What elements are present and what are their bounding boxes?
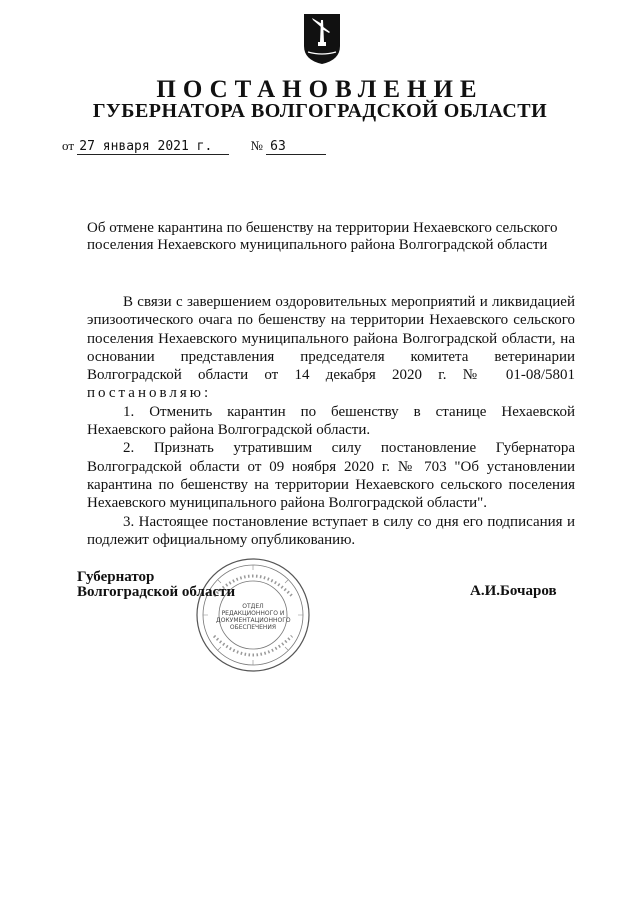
body-intro-text: В связи с завершением оздоровительных мероприятий и ликвидацией эпизоотического очага по бешенству на территории Нехаевского сельского поселения Нехаевского муниципального района Волгоградской области, на основании представления председателя комитета ветеринарии Волгоградской области от 14 декабря 2020 г. № 01-08/5801 bbox=[87, 294, 575, 384]
stamp-center-text bbox=[216, 603, 290, 631]
document-date: 27 января 2021 г. bbox=[77, 139, 229, 155]
body-item-3: 3. Настоящее постановление вступает в силу со дня его подписания и подлежит официальному опубликованию. bbox=[87, 513, 575, 548]
stamp-line: РЕДАКЦИОННОГО И bbox=[221, 610, 285, 617]
signer-title-line: Губернатор bbox=[77, 569, 155, 585]
document-type-heading: ПОСТАНОВЛЕНИЕ bbox=[156, 76, 484, 103]
body-item-1: 1. Отменить карантин по бешенству в станице Нехаевской Нехаевского района Волгоградской области. bbox=[87, 403, 575, 439]
signer-title bbox=[77, 570, 235, 600]
stamp-line: ОТДЕЛ bbox=[242, 603, 264, 610]
stamp-line: ОБЕСПЕЧЕНИЯ bbox=[229, 624, 277, 631]
issuer-heading: ГУБЕРНАТОРА ВОЛГОГРАДСКОЙ ОБЛАСТИ bbox=[92, 100, 548, 122]
body-item-2: 2. Признать утратившим силу постановление Губернатора Волгоградской области от 09 ноября 2020 г. № 703 "Об установлении карантина по бешенству на территории Нехаевского сельского поселения Нехаевского муниципального района Волгоградской области". bbox=[87, 440, 575, 512]
coat-of-arms-emblem bbox=[302, 12, 342, 66]
date-number-line bbox=[62, 138, 326, 155]
body-intro-paragraph bbox=[87, 293, 575, 403]
document-subject: Об отмене карантина по бешенству на территории Нехаевского сельского поселения Нехаевского муниципального района Волгоградской области bbox=[87, 220, 558, 253]
document-body bbox=[87, 293, 575, 549]
stamp-line: ДОКУМЕНТАЦИОННОГО bbox=[216, 617, 291, 624]
date-prefix: от bbox=[62, 138, 75, 153]
document-number: 63 bbox=[266, 139, 326, 155]
signer-name: А.И.Бочаров bbox=[470, 583, 557, 599]
resolve-word: постановляю: bbox=[87, 385, 212, 402]
number-prefix: № bbox=[250, 138, 263, 153]
signer-title-line: Волгоградской области bbox=[77, 584, 236, 600]
